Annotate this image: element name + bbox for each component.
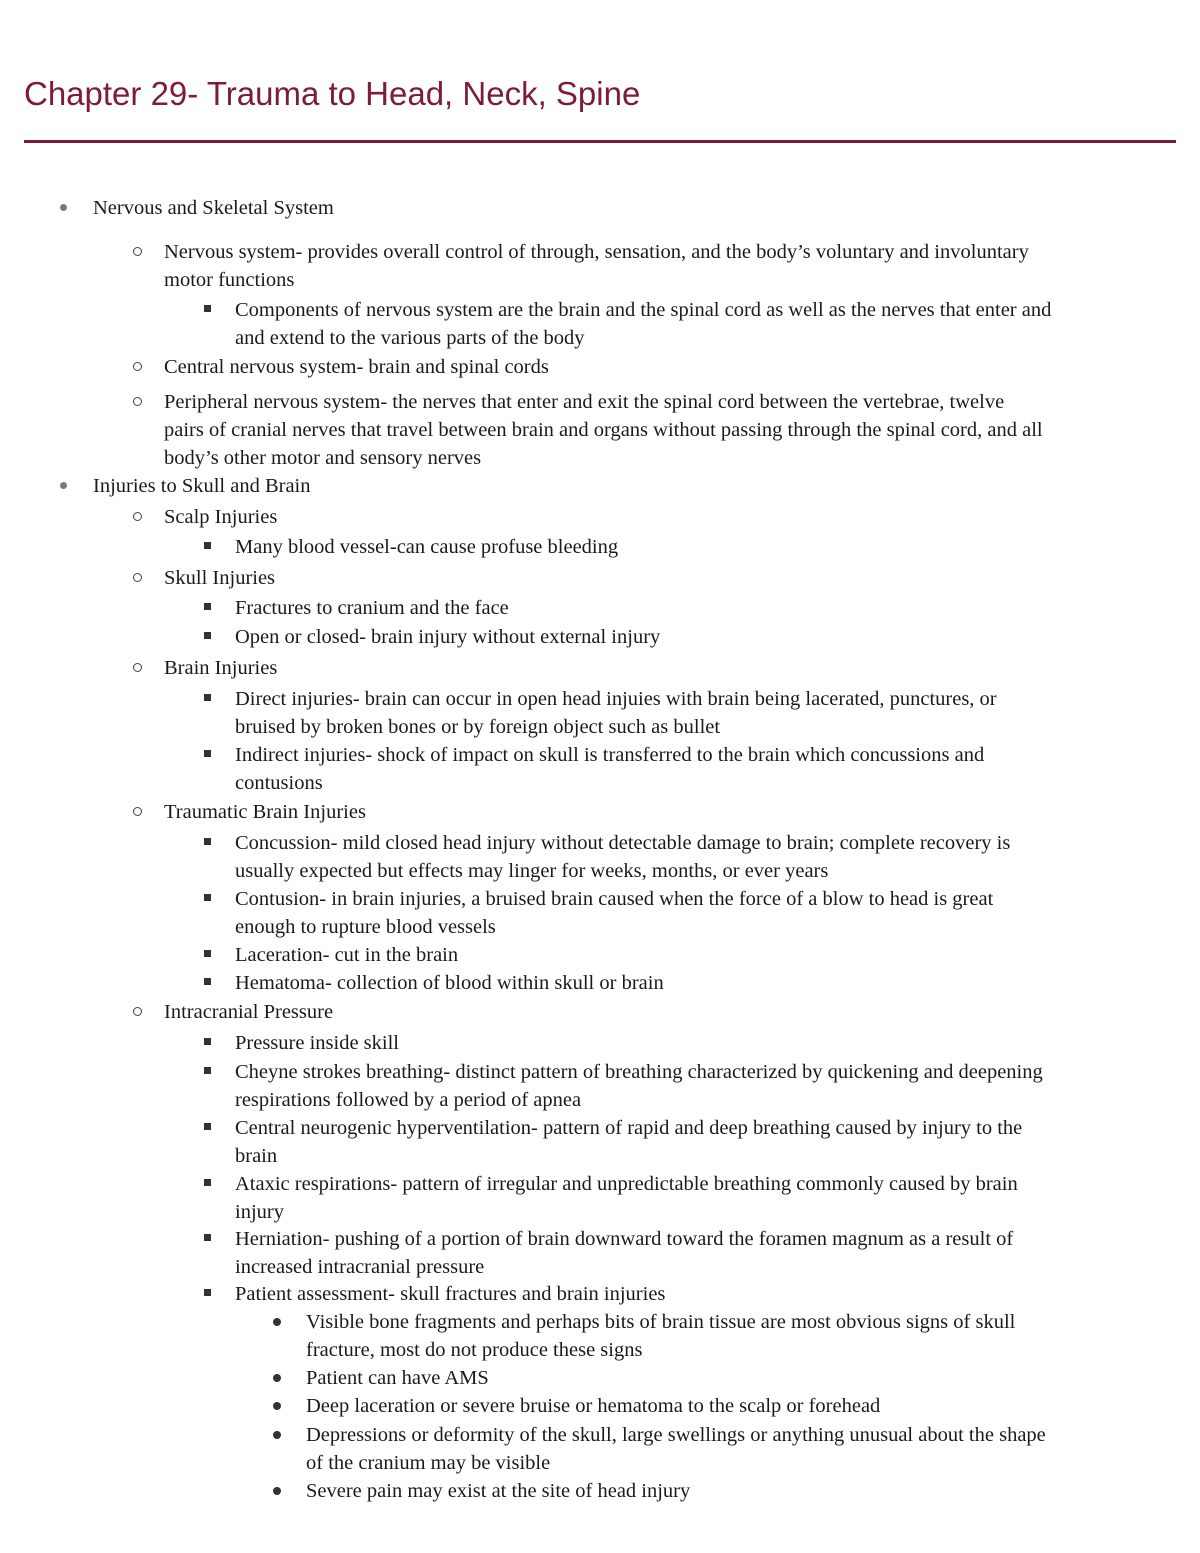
- outline-item-text: bruised by broken bones or by foreign object such as bullet: [235, 716, 721, 738]
- bullet-square-icon: [204, 632, 211, 639]
- outline-item-text: Deep laceration or severe bruise or hematoma to the scalp or forehead: [306, 1395, 881, 1417]
- outline-item-text: Depressions or deformity of the skull, large swellings or anything unusual about the shape: [306, 1424, 1046, 1446]
- outline-item-level-3: [235, 741, 984, 797]
- outline-item-text: brain: [235, 1145, 278, 1167]
- outline-item-text: Fractures to cranium and the face: [235, 597, 509, 619]
- outline-item-level-3: [235, 829, 1010, 885]
- outline-item-level-2: [164, 503, 277, 531]
- bullet-square-icon: [204, 1067, 211, 1074]
- bullet-circle-icon: [133, 247, 142, 256]
- outline-item-level-3: [235, 1058, 1043, 1114]
- bullet-square-icon: [204, 838, 211, 845]
- bullet-square-icon: [204, 1289, 211, 1296]
- outline-item-text: Nervous system- provides overall control of through, sensation, and the body’s voluntary and involuntary: [164, 241, 1029, 263]
- bullet-circle-icon: [133, 663, 142, 672]
- outline-item-level-3: [235, 296, 1051, 352]
- bullet-circle-icon: [133, 807, 142, 816]
- outline-item-level-2: [164, 998, 333, 1026]
- outline-item-level-3: [235, 594, 509, 622]
- outline-item-text: Patient can have AMS: [306, 1367, 489, 1389]
- outline-item-text: body’s other motor and sensory nerves: [164, 447, 482, 469]
- bullet-square-icon: [204, 1123, 211, 1130]
- bullet-dot-icon: [273, 1487, 281, 1495]
- outline-item-level-3: [235, 1114, 1022, 1170]
- outline-item-level-3: [235, 969, 664, 997]
- bullet-square-icon: [204, 1179, 211, 1186]
- outline-item-level-3: [235, 885, 993, 941]
- outline-item-level-4: [306, 1477, 690, 1505]
- outline-item-text: Many blood vessel-can cause profuse bleeding: [235, 536, 619, 558]
- bullet-circle-icon: [133, 397, 142, 406]
- bullet-square-icon: [204, 305, 211, 312]
- outline-item-level-2: [164, 564, 275, 592]
- bullet-dot-icon: [273, 1431, 281, 1439]
- outline-item-level-2: [164, 388, 1043, 472]
- bullet-dot-icon: [60, 204, 67, 211]
- outline-item-text: Visible bone fragments and perhaps bits of brain tissue are most obvious signs of skull: [306, 1311, 1016, 1333]
- outline-item-level-4: [306, 1308, 1015, 1364]
- outline-item-text: Concussion- mild closed head injury without detectable damage to brain; complete recovery is: [235, 832, 1011, 854]
- bullet-circle-icon: [133, 512, 142, 521]
- outline-item-level-1: [93, 194, 334, 222]
- outline-item-level-3: [235, 685, 997, 741]
- bullet-square-icon: [204, 894, 211, 901]
- outline-item-level-3: [235, 623, 660, 651]
- outline-item-text: Injuries to Skull and Brain: [93, 475, 311, 497]
- outline-item-text: Hematoma- collection of blood within skull or brain: [235, 972, 664, 994]
- outline-item-level-3: [235, 1029, 399, 1057]
- outline-item-text: Indirect injuries- shock of impact on skull is transferred to the brain which concussions and: [235, 744, 985, 766]
- bullet-square-icon: [204, 1234, 211, 1241]
- page-title: Chapter 29- Trauma to Head, Neck, Spine: [24, 75, 641, 112]
- outline-item-level-2: [164, 798, 366, 826]
- bullet-square-icon: [204, 1038, 211, 1045]
- bullet-square-icon: [204, 603, 211, 610]
- outline-item-level-3: [235, 1225, 1013, 1281]
- bullet-circle-icon: [133, 1007, 142, 1016]
- bullet-dot-icon: [273, 1374, 281, 1382]
- outline-item-level-3: [235, 941, 458, 969]
- outline-item-text: Ataxic respirations- pattern of irregular and unpredictable breathing commonly caused by brain: [235, 1173, 1018, 1195]
- outline-item-level-2: [164, 654, 277, 682]
- outline-item-text: fracture, most do not produce these signs: [306, 1339, 643, 1361]
- outline-item-text: Open or closed- brain injury without external injury: [235, 626, 661, 648]
- outline-item-text: contusions: [235, 772, 323, 794]
- outline-item-text: Skull Injuries: [164, 567, 276, 589]
- outline-item-level-4: [306, 1392, 880, 1420]
- outline-item-text: Pressure inside skill: [235, 1032, 399, 1054]
- outline-item-text: and extend to the various parts of the body: [235, 327, 585, 349]
- outline-item-text: Central nervous system- brain and spinal cords: [164, 356, 549, 378]
- outline-item-text: increased intracranial pressure: [235, 1256, 485, 1278]
- outline-item-level-3: [235, 1280, 665, 1308]
- outline-item-text: Direct injuries- brain can occur in open head injuies with brain being lacerated, punctures, or: [235, 688, 997, 710]
- outline-item-text: Central neurogenic hyperventilation- pattern of rapid and deep breathing caused by injury to the: [235, 1117, 1023, 1139]
- bullet-square-icon: [204, 978, 211, 985]
- outline-item-text: Patient assessment- skull fractures and brain injuries: [235, 1283, 666, 1305]
- outline-item-text: usually expected but effects may linger for weeks, months, or ever years: [235, 860, 829, 882]
- bullet-dot-icon: [273, 1318, 281, 1326]
- outline-item-text: Contusion- in brain injuries, a bruised brain caused when the force of a blow to head is great: [235, 888, 994, 910]
- outline-item-level-2: [164, 238, 1029, 294]
- outline-item-text: injury: [235, 1201, 284, 1223]
- outline-item-level-3: [235, 533, 618, 561]
- outline-item-level-4: [306, 1364, 489, 1392]
- bullet-circle-icon: [133, 573, 142, 582]
- outline-item-text: Traumatic Brain Injuries: [164, 801, 366, 823]
- outline-item-text: Herniation- pushing of a portion of brain downward toward the foramen magnum as a result of: [235, 1228, 1014, 1250]
- outline-item-text: respirations followed by a period of apnea: [235, 1089, 582, 1111]
- bullet-dot-icon: [273, 1402, 281, 1410]
- outline-item-level-1: [93, 472, 311, 500]
- outline-item-text: Severe pain may exist at the site of head injury: [306, 1480, 691, 1502]
- outline-item-text: Laceration- cut in the brain: [235, 944, 459, 966]
- bullet-square-icon: [204, 694, 211, 701]
- outline-item-level-4: [306, 1421, 1046, 1477]
- bullet-square-icon: [204, 950, 211, 957]
- outline-item-text: pairs of cranial nerves that travel between brain and organs without passing through the spinal cord, and all: [164, 419, 1043, 441]
- outline-item-text: Intracranial Pressure: [164, 1001, 334, 1023]
- outline-item-text: Brain Injuries: [164, 657, 278, 679]
- outline-item-text: motor functions: [164, 269, 295, 291]
- outline-item-level-2: [164, 353, 549, 381]
- bullet-dot-icon: [60, 482, 67, 489]
- bullet-square-icon: [204, 750, 211, 757]
- outline-item-text: Peripheral nervous system- the nerves that enter and exit the spinal cord between the vertebrae, twelve: [164, 391, 1005, 413]
- outline-item-text: Components of nervous system are the brain and the spinal cord as well as the nerves that enter and: [235, 299, 1052, 321]
- outline-item-text: enough to rupture blood vessels: [235, 916, 496, 938]
- outline-item-level-3: [235, 1170, 1018, 1226]
- outline-item-text: Cheyne strokes breathing- distinct pattern of breathing characterized by quickening and deepening: [235, 1061, 1043, 1083]
- outline-item-text: Nervous and Skeletal System: [93, 197, 334, 219]
- outline-item-text: of the cranium may be visible: [306, 1452, 551, 1474]
- bullet-circle-icon: [133, 362, 142, 371]
- bullet-square-icon: [204, 542, 211, 549]
- outline-item-text: Scalp Injuries: [164, 506, 278, 528]
